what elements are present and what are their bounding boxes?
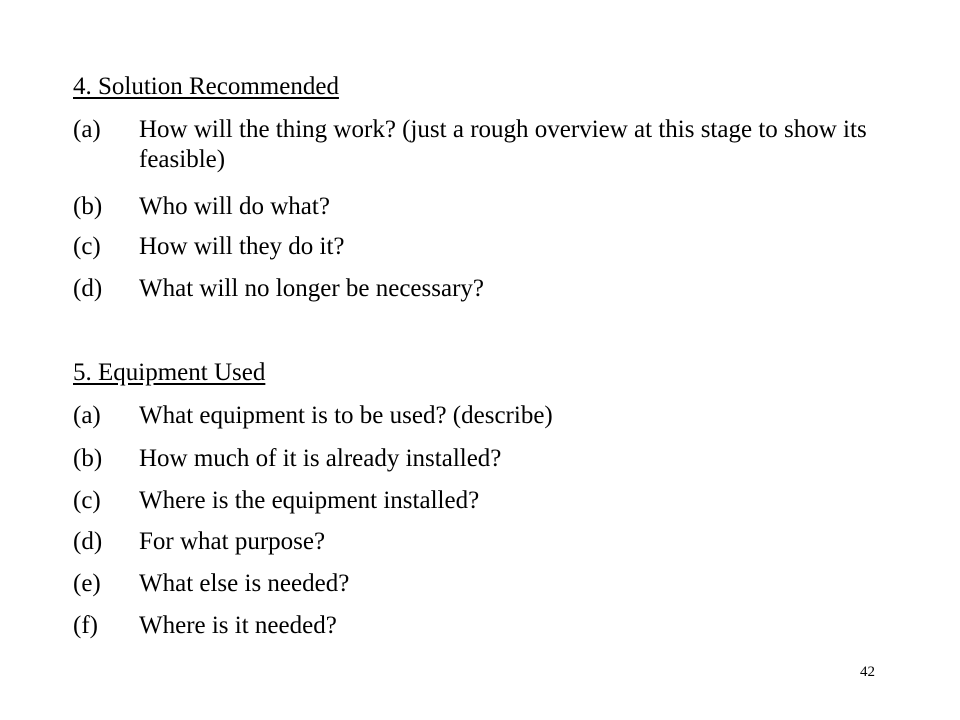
- section-heading-equipment-used: 5. Equipment Used: [73, 359, 266, 386]
- list-item-text: Who will do what?: [139, 193, 330, 220]
- list-item: [73, 569, 893, 599]
- list-marker: (d): [73, 528, 103, 555]
- list-item-text: How much of it is already installed?: [139, 445, 502, 472]
- list-item-text: What equipment is to be used? (describe): [139, 402, 553, 429]
- list-marker: (c): [73, 487, 101, 514]
- list-marker: (b): [73, 193, 103, 220]
- list-item: [73, 274, 893, 304]
- list-item-text: For what purpose?: [139, 528, 326, 555]
- list-item-text: What will no longer be necessary?: [139, 275, 485, 302]
- list-item: [73, 527, 893, 557]
- list-marker: (c): [73, 233, 101, 260]
- list-item: [73, 401, 893, 431]
- section-heading-solution-recommended: 4. Solution Recommended: [73, 73, 339, 100]
- list-item: [73, 115, 893, 175]
- list-item-text: What else is needed?: [139, 570, 350, 597]
- list-item-text: Where is it needed?: [139, 612, 337, 639]
- list-item-text: Where is the equipment installed?: [139, 487, 480, 514]
- list-marker: (d): [73, 275, 103, 302]
- list-item: [73, 611, 893, 641]
- list-item: [73, 232, 893, 262]
- list-item-text: How will they do it?: [139, 233, 345, 260]
- list-marker: (b): [73, 445, 103, 472]
- page-number: 42: [860, 664, 875, 680]
- list-marker: (e): [73, 570, 101, 597]
- list-item-text: How will the thing work? (just a rough overview at this stage to show its feasible): [139, 116, 867, 173]
- list-item: [73, 444, 893, 474]
- list-marker: (a): [73, 402, 101, 429]
- list-item: [73, 192, 893, 222]
- list-marker: (f): [73, 612, 98, 639]
- list-item: [73, 486, 893, 516]
- list-marker: (a): [73, 116, 101, 143]
